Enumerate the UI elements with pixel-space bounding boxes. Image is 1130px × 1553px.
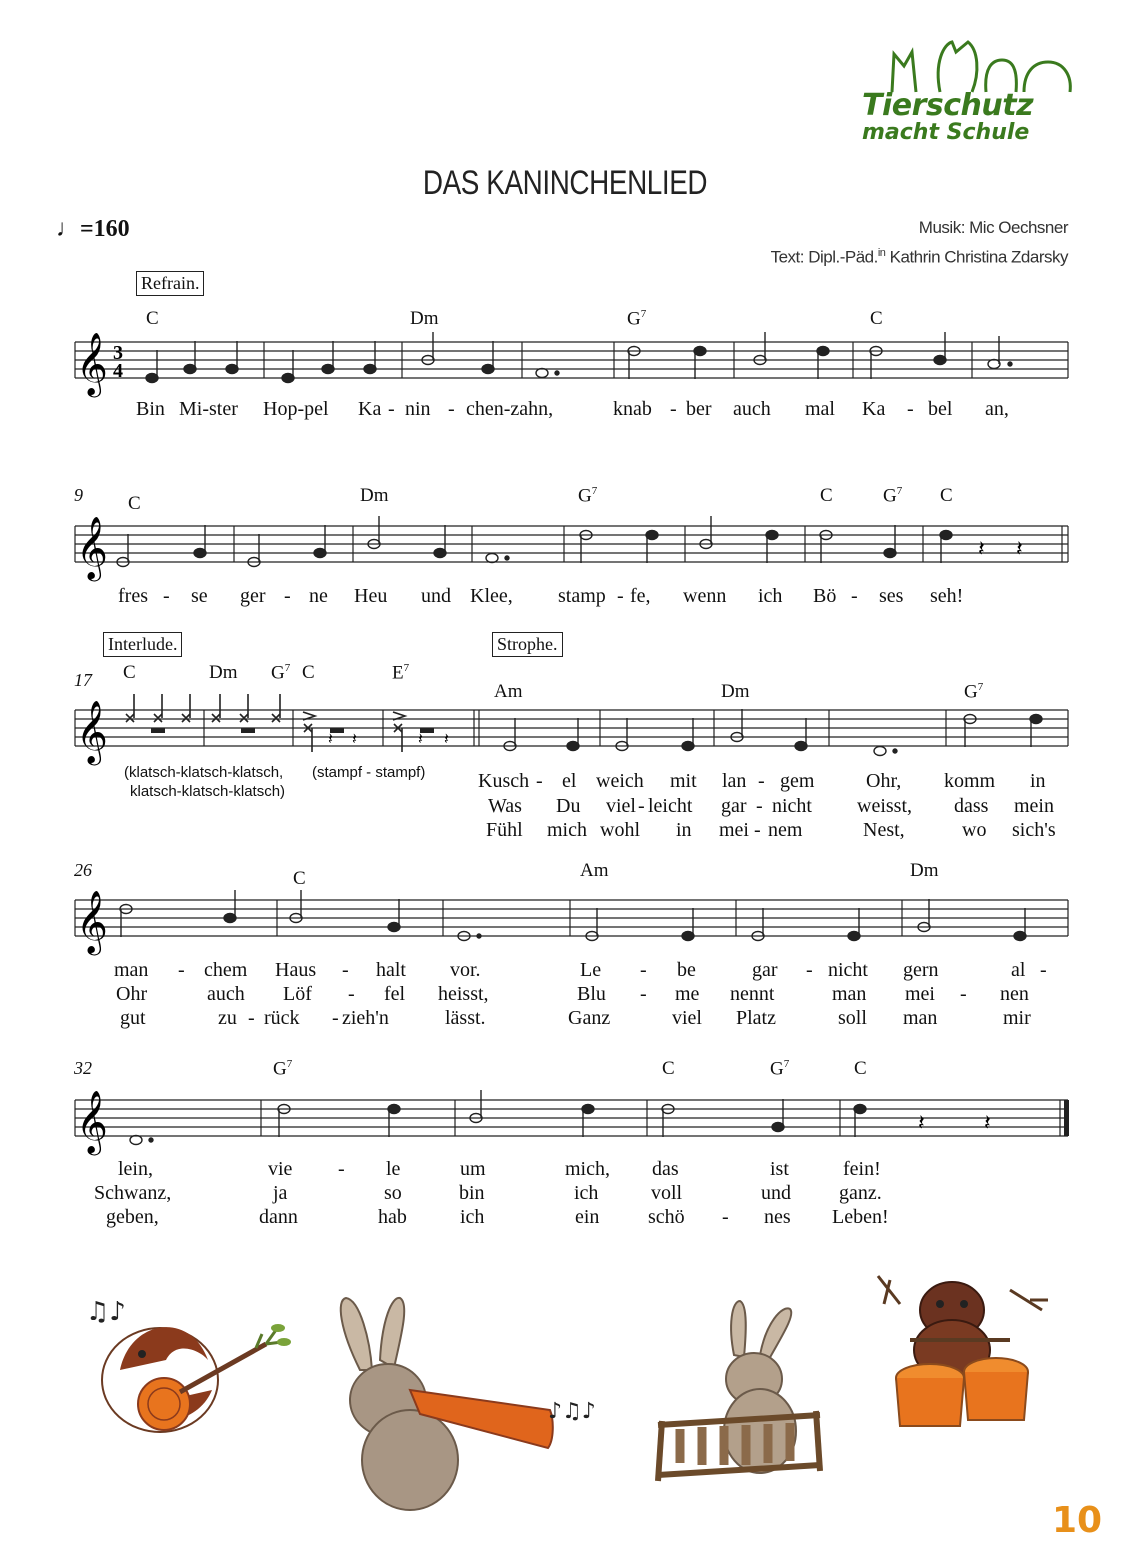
lyric-syllable: wohl bbox=[600, 819, 640, 841]
lyric-syllable: voll bbox=[651, 1182, 683, 1204]
chord-symbol: Am bbox=[494, 681, 523, 702]
lyric-syllable: Hop-pel bbox=[263, 398, 329, 420]
lyric-syllable: vor. bbox=[450, 959, 481, 981]
lyric-syllable: - bbox=[338, 1158, 345, 1180]
lyric-syllable: Haus bbox=[275, 959, 317, 981]
text-credit-prefix: Text: Dipl.-Päd. bbox=[770, 247, 878, 267]
lyric-syllable: wenn bbox=[683, 585, 727, 607]
lyric-syllable: halt bbox=[376, 959, 406, 981]
lyric-syllable: Heu bbox=[354, 585, 388, 607]
lyric-syllable: nen bbox=[1000, 983, 1029, 1005]
lyric-syllable: Mi-ster bbox=[179, 398, 238, 420]
lyric-syllable: gern bbox=[903, 959, 939, 981]
lyric-syllable: Ganz bbox=[568, 1007, 611, 1029]
quarter-rest-icon: 𝄽 bbox=[1016, 537, 1023, 562]
lyric-syllable: Platz bbox=[736, 1007, 776, 1029]
treble-clef-icon: 𝄞 bbox=[76, 516, 108, 579]
staff-system-4 bbox=[0, 882, 1130, 956]
lyric-syllable: Nest, bbox=[863, 819, 905, 841]
lyric-syllable: - bbox=[806, 959, 813, 981]
lyric-syllable: leicht bbox=[648, 795, 693, 817]
measure-number: 17 bbox=[74, 670, 92, 690]
lyric-syllable: bel bbox=[928, 398, 953, 420]
lyric-syllable: ger bbox=[240, 585, 266, 607]
lyric-syllable: - bbox=[536, 770, 543, 792]
lyric-syllable: - bbox=[348, 983, 355, 1005]
lyric-syllable: um bbox=[460, 1158, 486, 1180]
quarter-rest-icon: 𝄽 bbox=[978, 537, 985, 562]
chord-symbol: $G^7$ bbox=[627, 308, 647, 330]
lyric-syllable: - bbox=[670, 398, 677, 420]
logo-line-1: Tierschutz bbox=[862, 88, 1034, 123]
lyric-syllable: - bbox=[640, 983, 647, 1005]
lyric-syllable: ich bbox=[574, 1182, 599, 1204]
lyric-syllable: ber bbox=[686, 398, 712, 420]
lyric-syllable: Blu bbox=[577, 983, 606, 1005]
lyric-syllable: ja bbox=[273, 1182, 288, 1204]
lyric-syllable: mir bbox=[1003, 1007, 1031, 1029]
lyric-syllable: - bbox=[342, 959, 349, 981]
rabbit-carrot-horn-illustration bbox=[320, 1290, 620, 1520]
lyric-syllable: ganz. bbox=[839, 1182, 882, 1204]
lyric-syllable: komm bbox=[944, 770, 996, 792]
staff-system-1 bbox=[0, 330, 1130, 400]
treble-clef-icon: 𝄞 bbox=[76, 1090, 108, 1153]
chord-symbol: C bbox=[293, 868, 306, 889]
chord-symbol: C bbox=[128, 493, 141, 514]
lyric-syllable: ses bbox=[879, 585, 904, 607]
interlude-stomp-text: (stampf - stampf) bbox=[312, 764, 426, 781]
chord-symbol: C bbox=[940, 485, 953, 506]
section-label-strophe: Strophe. bbox=[492, 632, 563, 657]
lyric-syllable: fres bbox=[118, 585, 148, 607]
chord-symbol: Dm bbox=[721, 681, 750, 702]
lyric-syllable: lan bbox=[722, 770, 747, 792]
measure-number: 32 bbox=[74, 1058, 92, 1078]
lyric-syllable: viel bbox=[672, 1007, 702, 1029]
quarter-rest-icon: 𝄽 bbox=[328, 729, 333, 748]
lyric-syllable: weisst, bbox=[857, 795, 912, 817]
lyric-syllable: an, bbox=[985, 398, 1009, 420]
lyric-syllable: mein bbox=[1014, 795, 1054, 817]
section-label-interlude: Interlude. bbox=[103, 632, 182, 657]
music-notes-icon: ♪♫♪ bbox=[548, 1399, 596, 1424]
chord-symbol: C bbox=[820, 485, 833, 506]
lyric-syllable: - bbox=[284, 585, 291, 607]
chord-symbol: Dm bbox=[910, 860, 939, 881]
lyric-syllable: lein, bbox=[118, 1158, 153, 1180]
lyric-syllable: - bbox=[332, 1007, 339, 1029]
tempo-value: =160 bbox=[80, 216, 130, 242]
measure-number: 26 bbox=[74, 860, 92, 880]
lyric-syllable: vie bbox=[268, 1158, 293, 1180]
music-credit: Musik: Mic Oechsner bbox=[918, 218, 1068, 237]
lyric-syllable: lässt. bbox=[445, 1007, 486, 1029]
lyric-syllable: be bbox=[677, 959, 696, 981]
lyric-syllable: - bbox=[1040, 959, 1047, 981]
chord-symbol: $G^7$ bbox=[964, 681, 984, 703]
lyric-syllable: - bbox=[638, 795, 645, 817]
lyric-syllable: se bbox=[191, 585, 208, 607]
lyric-syllable: nicht bbox=[828, 959, 868, 981]
quarter-rest-icon: 𝄽 bbox=[984, 1111, 991, 1136]
text-credit-sup: in bbox=[877, 247, 886, 259]
lyric-syllable: - bbox=[448, 398, 455, 420]
lyric-syllable: in bbox=[676, 819, 692, 841]
quarter-note-icon: ♩ bbox=[56, 216, 80, 242]
lyric-syllable: - bbox=[756, 795, 763, 817]
lyric-syllable: ein bbox=[575, 1206, 600, 1228]
lyric-syllable: und bbox=[761, 1182, 791, 1204]
chord-symbol: $G^7$ bbox=[578, 485, 598, 507]
chord-symbol: $E^7$ bbox=[392, 662, 410, 684]
quarter-rest-icon: 𝄽 bbox=[352, 729, 357, 748]
chord-symbol: Dm bbox=[360, 485, 389, 506]
quarter-rest-icon: 𝄽 bbox=[444, 729, 449, 748]
treble-clef-icon: 𝄞 bbox=[76, 700, 108, 763]
lyric-syllable: Bin bbox=[136, 398, 165, 420]
lyric-syllable: me bbox=[675, 983, 700, 1005]
lyric-syllable: Löf bbox=[283, 983, 312, 1005]
lyric-syllable: - bbox=[754, 819, 761, 841]
lyric-syllable: - bbox=[722, 1206, 729, 1228]
lyric-syllable: auch bbox=[733, 398, 771, 420]
lyric-syllable: Bö bbox=[813, 585, 837, 607]
lyric-syllable: dass bbox=[954, 795, 989, 817]
lyric-syllable: ne bbox=[309, 585, 328, 607]
lyric-syllable: Ka bbox=[862, 398, 886, 420]
lyric-syllable: schö bbox=[648, 1206, 685, 1228]
lyric-syllable: mei bbox=[905, 983, 935, 1005]
lyric-syllable: mich bbox=[547, 819, 587, 841]
chord-symbol: $G^7$ bbox=[770, 1058, 790, 1080]
quarter-rest-icon: 𝄽 bbox=[418, 729, 423, 748]
lyric-syllable: ist bbox=[770, 1158, 789, 1180]
chord-symbol: C bbox=[146, 308, 159, 329]
lyric-syllable: stamp bbox=[558, 585, 606, 607]
lyric-syllable: nin bbox=[405, 398, 431, 420]
lyric-syllable: - bbox=[640, 959, 647, 981]
lyric-syllable: al bbox=[1011, 959, 1026, 981]
lyric-syllable: man bbox=[832, 983, 867, 1005]
lyric-syllable: nicht bbox=[772, 795, 812, 817]
lyric-syllable: man bbox=[114, 959, 149, 981]
lyric-syllable: chen-zahn, bbox=[466, 398, 554, 420]
measure-number: 9 bbox=[74, 485, 83, 505]
treble-clef-icon: 𝄞 bbox=[76, 890, 108, 953]
lyric-syllable: in bbox=[1030, 770, 1046, 792]
lyric-syllable: gut bbox=[120, 1007, 146, 1029]
svg-text:3: 3 bbox=[113, 342, 123, 364]
lyric-syllable: Kusch bbox=[478, 770, 530, 792]
lyric-syllable: Schwanz, bbox=[94, 1182, 172, 1204]
lyric-syllable: chem bbox=[204, 959, 248, 981]
tempo-marking bbox=[56, 216, 130, 243]
lyric-syllable: bin bbox=[459, 1182, 485, 1204]
lyric-syllable: Le bbox=[580, 959, 602, 981]
lyric-syllable: - bbox=[851, 585, 858, 607]
lyric-syllable: Was bbox=[488, 795, 522, 817]
lyric-syllable: ich bbox=[758, 585, 783, 607]
staff-system-2 bbox=[0, 512, 1130, 586]
lyric-syllable: Fühl bbox=[486, 819, 523, 841]
lyric-syllable: - bbox=[388, 398, 395, 420]
lyric-syllable: geben, bbox=[106, 1206, 159, 1228]
lyric-syllable: knab bbox=[613, 398, 652, 420]
chord-symbol: $G^7$ bbox=[273, 1058, 293, 1080]
lyric-syllable: - bbox=[617, 585, 624, 607]
chord-symbol: C bbox=[302, 662, 315, 683]
lyric-syllable: man bbox=[903, 1007, 938, 1029]
lyric-syllable: nes bbox=[764, 1206, 791, 1228]
music-notes-icon: ♫♪ bbox=[86, 1297, 126, 1327]
lyric-syllable: mich, bbox=[565, 1158, 610, 1180]
quarter-rest-icon: 𝄽 bbox=[918, 1111, 925, 1136]
chord-symbol: C bbox=[870, 308, 883, 329]
lyric-syllable: fe, bbox=[630, 585, 651, 607]
text-credit bbox=[771, 247, 1068, 268]
lyric-syllable: auch bbox=[207, 983, 245, 1005]
lyric-syllable: - bbox=[163, 585, 170, 607]
chord-symbol: Dm bbox=[410, 308, 439, 329]
page-number: 10 bbox=[1052, 1500, 1103, 1541]
lyric-syllable: zieh'n bbox=[342, 1007, 389, 1029]
lyric-syllable: gar bbox=[752, 959, 778, 981]
lyric-syllable: hab bbox=[378, 1206, 407, 1228]
lyric-syllable: fein! bbox=[843, 1158, 881, 1180]
lyric-syllable: - bbox=[960, 983, 967, 1005]
interlude-clap-text: klatsch-klatsch-klatsch) bbox=[130, 783, 286, 800]
lyric-syllable: mit bbox=[670, 770, 697, 792]
lyric-syllable: - bbox=[248, 1007, 255, 1029]
lyric-syllable: Ohr bbox=[116, 983, 148, 1005]
lyric-syllable: und bbox=[421, 585, 451, 607]
guinea-pig-banjo-illustration bbox=[80, 1280, 300, 1450]
svg-text:4: 4 bbox=[113, 360, 123, 382]
lyric-syllable: mal bbox=[805, 398, 835, 420]
lyric-syllable: weich bbox=[596, 770, 644, 792]
lyric-syllable: fel bbox=[384, 983, 406, 1005]
text-credit-name: Kathrin Christina Zdarsky bbox=[889, 247, 1068, 267]
lyric-syllable: nennt bbox=[730, 983, 775, 1005]
lyric-syllable: zu bbox=[218, 1007, 237, 1029]
lyric-syllable: so bbox=[384, 1182, 402, 1204]
lyric-syllable: wo bbox=[962, 819, 987, 841]
lyric-syllable: mei bbox=[719, 819, 749, 841]
lyric-syllable: Du bbox=[556, 795, 581, 817]
lyric-syllable: rück bbox=[264, 1007, 300, 1029]
lyric-syllable: gar bbox=[721, 795, 747, 817]
lyric-syllable: gem bbox=[780, 770, 815, 792]
lyric-syllable: Ohr, bbox=[866, 770, 902, 792]
lyric-syllable: - bbox=[907, 398, 914, 420]
lyric-syllable: sich's bbox=[1012, 819, 1056, 841]
lyric-syllable: ich bbox=[460, 1206, 485, 1228]
lyric-syllable: dann bbox=[259, 1206, 298, 1228]
chord-symbol: C bbox=[854, 1058, 867, 1079]
rabbit-xylophone-illustration bbox=[650, 1295, 840, 1495]
chord-symbol: C bbox=[123, 662, 136, 683]
chord-symbol: $G^7$ bbox=[271, 662, 291, 684]
lyric-syllable: heisst, bbox=[438, 983, 489, 1005]
lyric-syllable: das bbox=[652, 1158, 679, 1180]
lyric-syllable: Ka bbox=[358, 398, 382, 420]
hamster-drums-illustration bbox=[870, 1260, 1060, 1440]
lyric-syllable: seh! bbox=[930, 585, 964, 607]
lyric-syllable: Leben! bbox=[832, 1206, 889, 1228]
section-label-refrain: Refrain. bbox=[136, 271, 204, 296]
lyric-syllable: viel bbox=[606, 795, 636, 817]
chord-symbol: Dm bbox=[209, 662, 238, 683]
treble-clef-icon: 𝄞 bbox=[76, 332, 108, 395]
lyric-syllable: le bbox=[386, 1158, 401, 1180]
chord-symbol: $G^7$ bbox=[883, 485, 903, 507]
chord-symbol: C bbox=[662, 1058, 675, 1079]
lyric-syllable: Klee, bbox=[470, 585, 513, 607]
staff-system-5 bbox=[0, 1082, 1130, 1156]
chord-symbol: Am bbox=[580, 860, 609, 881]
page-title: DAS KANINCHENLIED bbox=[422, 164, 708, 202]
lyric-syllable: soll bbox=[838, 1007, 867, 1029]
lyric-syllable: - bbox=[758, 770, 765, 792]
lyric-syllable: - bbox=[178, 959, 185, 981]
logo-line-2: macht Schule bbox=[862, 120, 1030, 145]
interlude-clap-text: (klatsch-klatsch-klatsch, bbox=[124, 764, 284, 781]
lyric-syllable: el bbox=[562, 770, 577, 792]
lyric-syllable: nem bbox=[768, 819, 803, 841]
staff-system-3 bbox=[0, 682, 1130, 766]
